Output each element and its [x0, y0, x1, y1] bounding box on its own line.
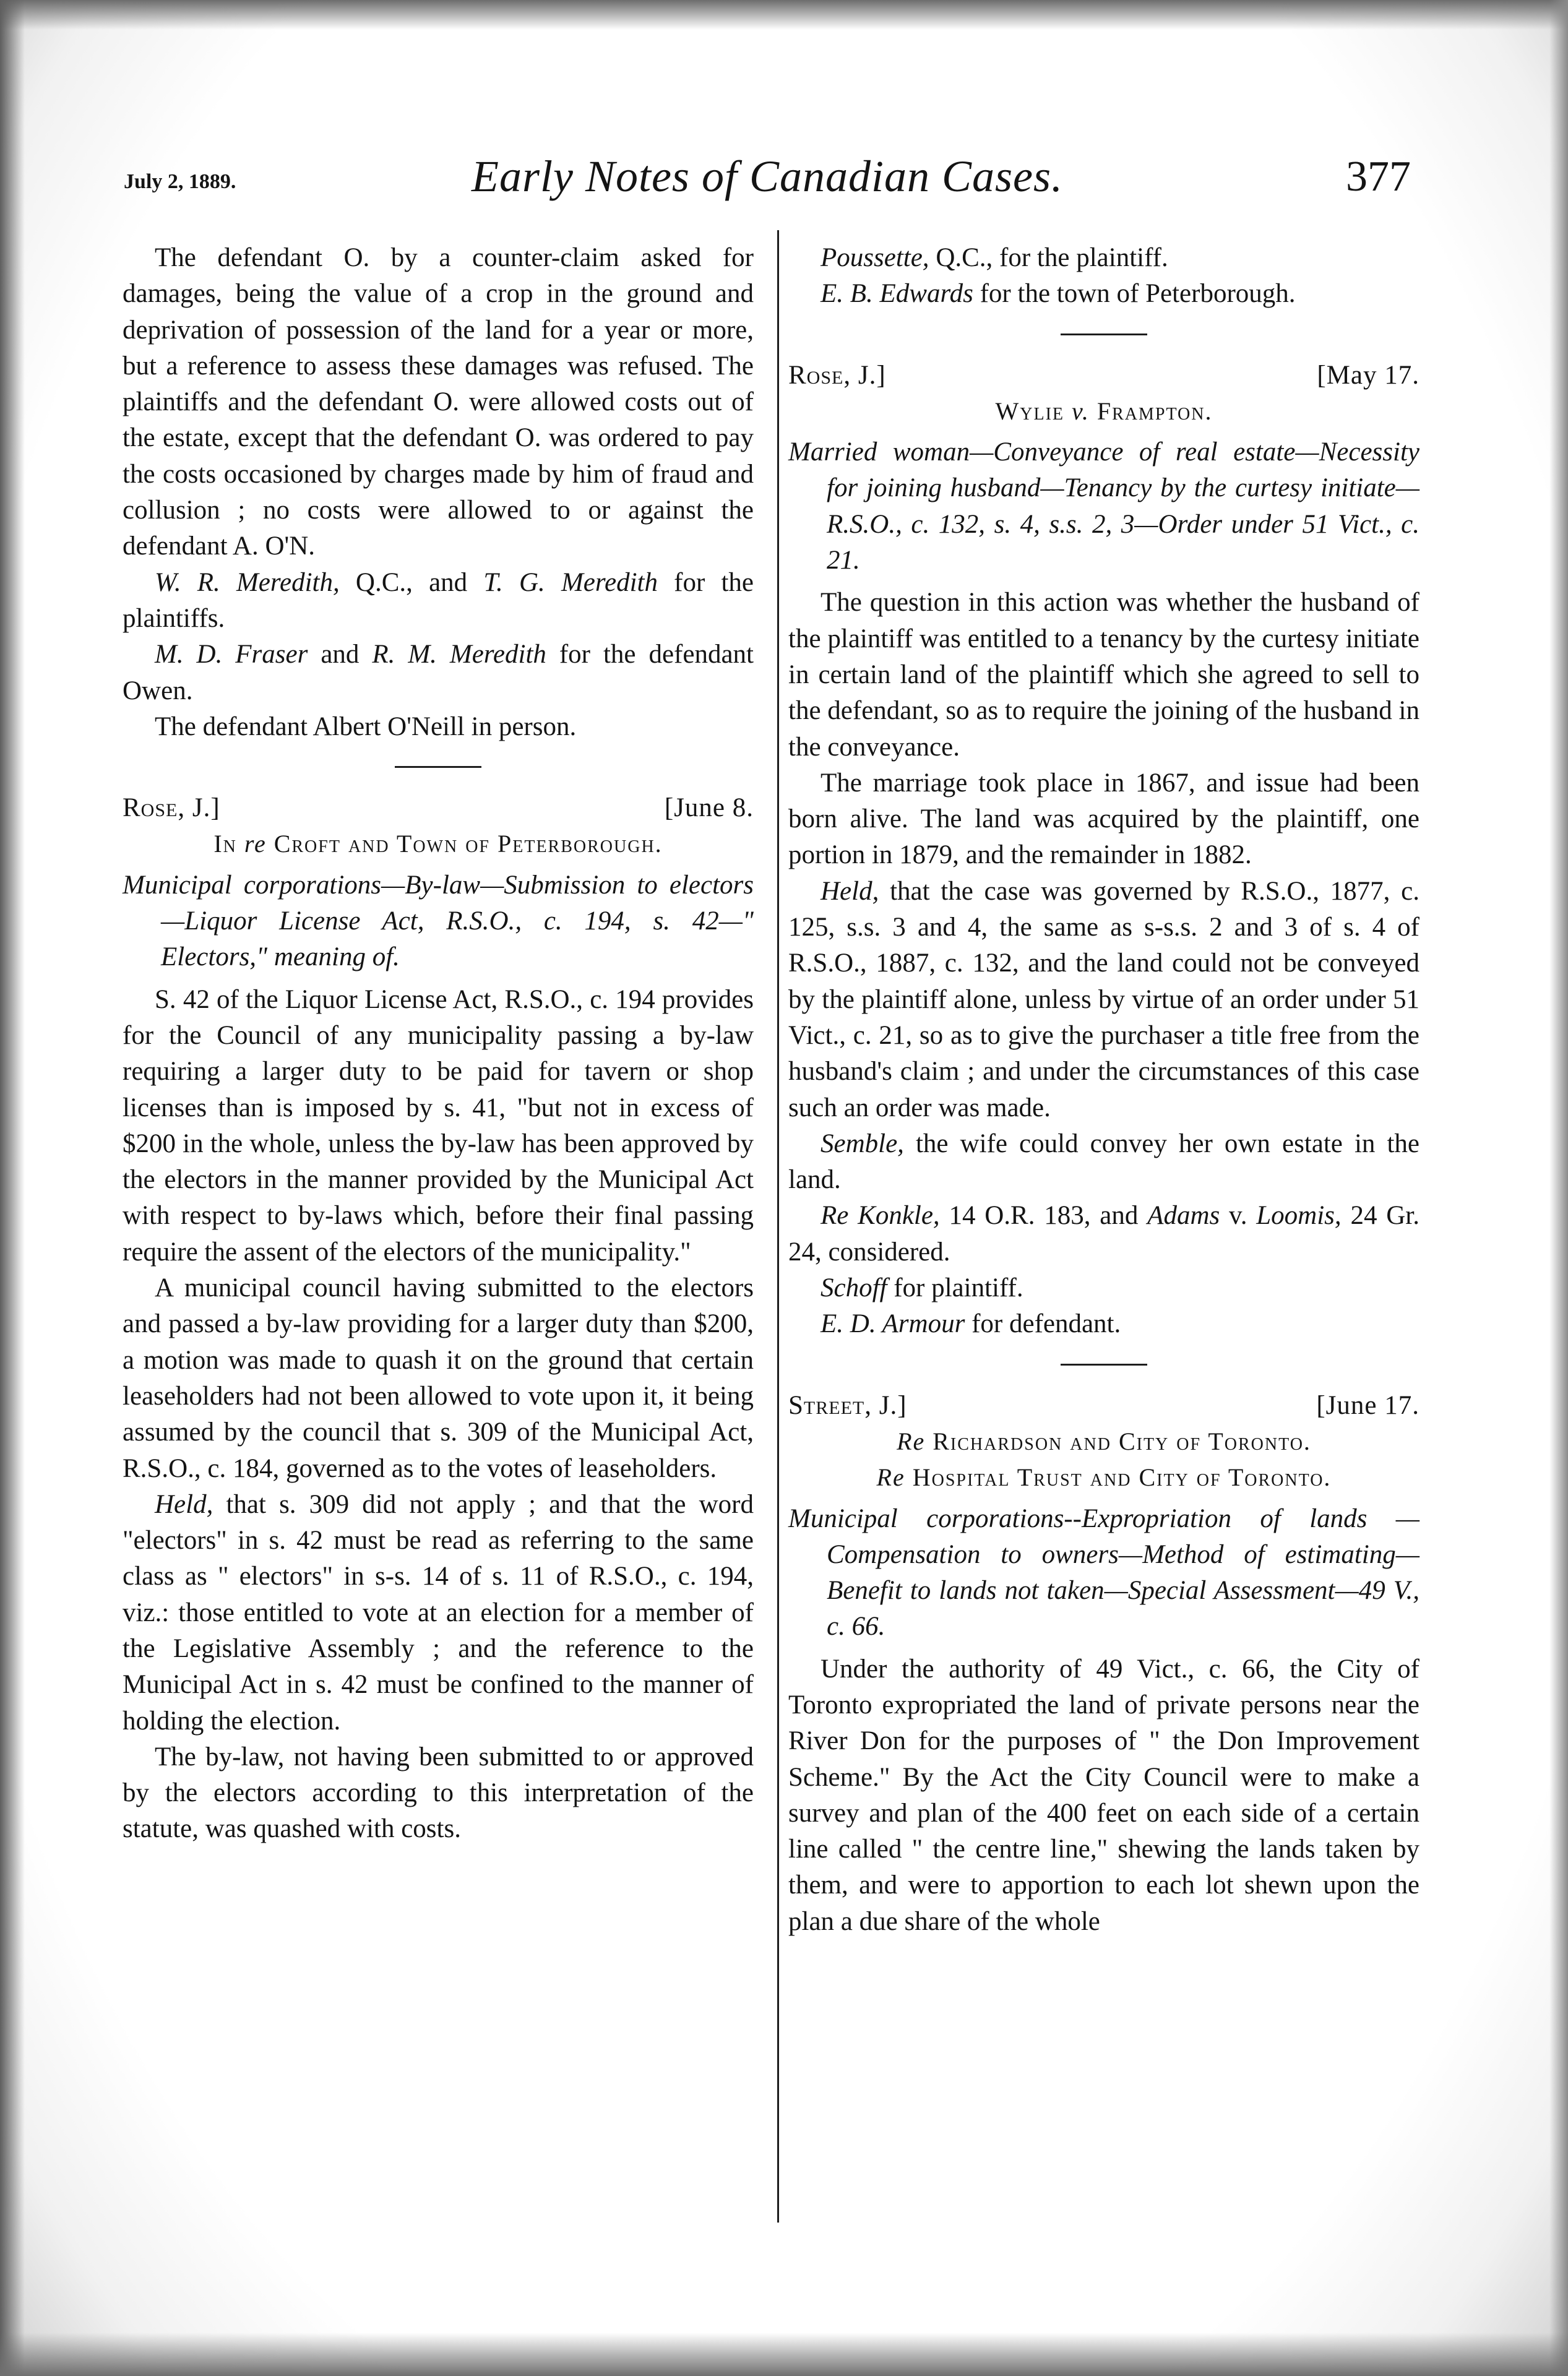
paragraph: The defendant Albert O'Neill in person. [155, 712, 577, 741]
court-line [788, 1388, 1419, 1424]
case-title [788, 1424, 1419, 1460]
counsel-name: T. G. Meredith [483, 567, 658, 597]
counsel-text: for the plaintiffs. [123, 567, 754, 633]
case-title-re: re [244, 830, 267, 858]
section-separator [1061, 1364, 1147, 1366]
paragraph [123, 1487, 754, 1739]
scan-edge-right [1549, 0, 1568, 2376]
counsel-line [788, 1270, 1419, 1306]
paragraph-text: that s. 309 did not apply ; and that the word "electors" in s. 42 must be read as referring to the same class as " electors" in s-s. 14 of s. 11 of R.S.O., c. 194, viz.: those entitled to vote at an election for a member of the Legislative Assembly ; and the reference to the Municipal Act in s. 42 must be confined to the manner of holding the election. [123, 1489, 754, 1736]
counsel-line [788, 240, 1419, 276]
paragraph: A municipal council having submitted to the electors and passed a by-law providing for a larger duty than $200, a motion was made to quash it on the ground that certain leaseholders had not been allowed to vote upon it, it being assumed by the council that s. 309 of the Municipal Act, R.S.O., c. 184, governed as to the votes of leaseholders. [123, 1273, 754, 1483]
scan-edge-bottom [0, 2333, 1568, 2376]
counsel-line [788, 1306, 1419, 1342]
left-column [123, 240, 754, 1848]
counsel-name: R. M. Meredith [372, 640, 546, 669]
counsel-name: M. D. Fraser [155, 640, 308, 669]
paragraph: The by-law, not having been submitted to or approved by the electors according to this interpretation of the statute, was quashed with costs. [123, 1742, 754, 1844]
counsel-line [123, 637, 754, 709]
paragraph: S. 42 of the Liquor License Act, R.S.O., c. 194 provides for the Council of any municipality passing a by-law requiring a larger duty to be paid for tavern or shop licenses than is imposed by s. 41, "but not in excess of $200 in the whole, unless the by-law has been approved by the electors in the manner provided by the Municipal Act with respect to by-laws which, before their final passing require the assent of the electors of the municipality." [123, 984, 754, 1267]
decision-date: [June 17. [1316, 1390, 1419, 1420]
case-title-re: Re [876, 1463, 905, 1492]
scan-edge-top [0, 0, 1568, 30]
counsel-name: E. B. Edwards [821, 279, 973, 309]
citation-text: v. [1220, 1201, 1257, 1231]
counsel-text: Q.C., and [339, 567, 484, 597]
page-number: 377 [1346, 153, 1411, 200]
counsel-name: W. R. Meredith, [155, 567, 340, 597]
section-separator [395, 766, 481, 768]
header-date: July 2, 1889. [124, 170, 236, 193]
citation-text: 14 O.R. 183, and [939, 1201, 1148, 1231]
case-citation: Loomis, [1256, 1201, 1342, 1231]
case-title [788, 394, 1419, 429]
header-title: Early Notes of Canadian Cases. [471, 152, 1063, 201]
counsel-line [788, 276, 1419, 312]
case-title-text: Frampton. [1089, 397, 1213, 425]
right-column [788, 240, 1419, 1940]
counsel-name: E. D. Armour [821, 1309, 965, 1339]
decision-date: [May 17. [1317, 360, 1419, 390]
running-header [124, 142, 1411, 217]
citation-line [788, 1198, 1419, 1270]
citation-text: 24 Gr. 24, considered. [788, 1201, 1419, 1267]
court-line [788, 358, 1419, 394]
judge-name: Rose, J.] [123, 793, 220, 823]
section-separator [1061, 334, 1147, 335]
counsel-text: for defendant. [965, 1309, 1121, 1339]
counsel-text: and [308, 640, 373, 669]
paragraph [788, 874, 1419, 1126]
case-title [123, 826, 754, 862]
case-citation: Adams [1147, 1201, 1220, 1231]
judge-name: Street, J.] [788, 1390, 907, 1420]
counsel-text: for plaintiff. [887, 1273, 1023, 1303]
case-title-text: In [213, 830, 244, 858]
paragraph: The question in this action was whether the husband of the plaintiff was entitled to a tenancy by the curtesy initiate in certain land of the plaintiff which she agreed to sell to the defendant, so as to require the joining of the husband in the conveyance. [788, 588, 1419, 762]
counsel-line [123, 565, 754, 637]
case-title-text: Richardson and City of Toronto. [925, 1427, 1311, 1455]
paragraph: The marriage took place in 1867, and issue had been born alive. The land was acquired by the plaintiff, one portion in 1879, and the remainder in 1882. [788, 768, 1419, 870]
paragraph [788, 1126, 1419, 1199]
case-title-text: Wylie [995, 397, 1072, 425]
case-digest: Municipal corporations--Expropriation of lands —Compensation to owners—Method of estimating—Benefit to lands not taken—Special Assessment—49 V., c. 66. [788, 1504, 1419, 1642]
scan-edge-left [0, 0, 25, 2376]
case-title-re: Re [897, 1427, 926, 1455]
judge-name: Rose, J.] [788, 360, 886, 390]
case-digest: Municipal corporations—By-law—Submission to electors—Liquor License Act, R.S.O., c. 194, s. 42—" Electors," meaning of. [123, 870, 754, 972]
case-title-text: Croft and Town of Peterborough. [266, 830, 663, 858]
counsel-name: Schoff [821, 1273, 887, 1303]
counsel-text: Q.C., for the plaintiff. [929, 243, 1168, 272]
counsel-text: for the defendant Owen. [123, 640, 754, 705]
held-word: Held, [155, 1489, 213, 1519]
semble-word: Semble, [821, 1129, 904, 1158]
case-citation: Re Konkle, [821, 1201, 940, 1231]
paragraph: Under the authority of 49 Vict., c. 66, the City of Toronto expropriated the land of private persons near the River Don for the purposes of " the Don Improvement Scheme." By the Act the City Council were to make a survey and plan of the 400 feet on each side of a certain line called " the centre line," shewing the lands taken by them, and were to apportion to each lot shewn upon the plan a due share of the whole [788, 1654, 1419, 1936]
case-title-v: v. [1072, 397, 1090, 425]
paragraph-text: the wife could convey her own estate in the land. [788, 1129, 1419, 1195]
counsel-text: for the town of Peterborough. [973, 279, 1296, 309]
paragraph: The defendant O. by a counter-claim asked for damages, being the value of a crop in the ground and deprivation of possession of the land for a year or more, but a reference to assess these damages was refused. The plaintiffs and the defendant O. were allowed costs out of the estate, except that the defendant O. was ordered to pay the costs occasioned by charges made by him of fraud and collusion ; no costs were allowed to or against the defendant A. O'N. [123, 243, 754, 561]
case-title-text: Hospital Trust and City of Toronto. [905, 1463, 1332, 1492]
decision-date: [June 8. [664, 793, 754, 823]
column-divider [777, 230, 779, 2223]
held-word: Held, [821, 876, 879, 906]
court-line [123, 790, 754, 826]
counsel-name: Poussette, [821, 243, 929, 272]
paragraph-text: that the case was governed by R.S.O., 1877, c. 125, s.s. 3 and 4, the same as s-s.s. 2 and 3 of s. 4 of R.S.O., 1887, c. 132, and the land could not be conveyed by the plaintiff alone, unless by virtue of an order under 51 Vict., c. 21, so as to give the purchaser a title free from the husband's claim ; and under the circumstances of this case such an order was made. [788, 876, 1419, 1122]
case-digest: Married woman—Conveyance of real estate—Necessity for joining husband—Tenancy by the curtesy initiate—R.S.O., c. 132, s. 4, s.s. 2, 3—Order under 51 Vict., c. 21. [788, 437, 1419, 575]
case-title [788, 1460, 1419, 1496]
